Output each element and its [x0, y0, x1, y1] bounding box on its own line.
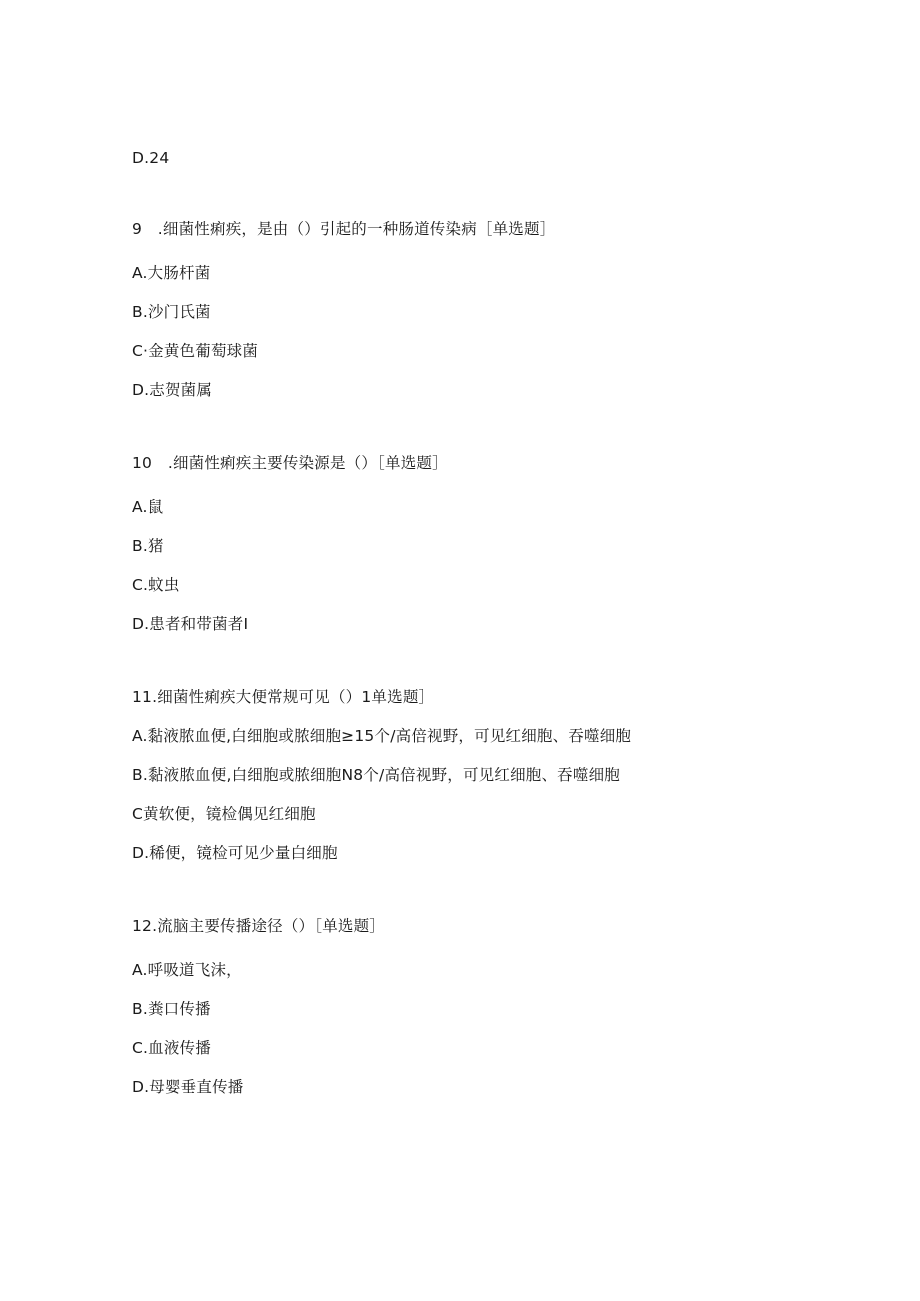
- question-10-option-a: A.鼠: [132, 498, 164, 516]
- question-9-option-a: A.大肠杆菌: [132, 264, 211, 282]
- question-11-option-b: B.黏液脓血便,白细胞或脓细胞N8个/高倍视野，可见红细胞、吞噬细胞: [132, 766, 620, 784]
- question-9-option-c: C·金黄色葡萄球菌: [132, 342, 259, 360]
- question-10-option-c: C.蚊虫: [132, 576, 180, 594]
- question-12-option-c: C.血液传播: [132, 1039, 211, 1057]
- question-10-option-b: B.猪: [132, 537, 164, 555]
- question-9-option-b: B.沙门氏菌: [132, 303, 211, 321]
- question-11-option-a: A.黏液脓血便,白细胞或脓细胞≥15个/高倍视野，可见红细胞、吞噬细胞: [132, 727, 632, 745]
- question-12-option-d: D.母婴垂直传播: [132, 1078, 244, 1096]
- previous-option-d: D.24: [132, 149, 170, 167]
- question-9-option-d: D.志贺菌属: [132, 381, 213, 399]
- question-10-stem: 10 .细菌性痢疾主要传染源是（）［单选题］: [132, 454, 448, 472]
- question-11-option-c: C黄软便，镜检偶见红细胞: [132, 805, 316, 823]
- question-12-stem: 12.流脑主要传播途径（）［单选题］: [132, 917, 386, 935]
- question-10-option-d: D.患者和带菌者I: [132, 615, 249, 633]
- question-11-stem: 11.细菌性痢疾大便常规可见（）1单选题］: [132, 688, 435, 706]
- question-9-stem: 9 .细菌性痢疾，是由（）引起的一种肠道传染病［单选题］: [132, 220, 556, 238]
- question-11-option-d: D.稀便，镜检可见少量白细胞: [132, 844, 338, 862]
- question-12-option-b: B.粪口传播: [132, 1000, 211, 1018]
- question-12-option-a: A.呼吸道飞沫，: [132, 961, 242, 979]
